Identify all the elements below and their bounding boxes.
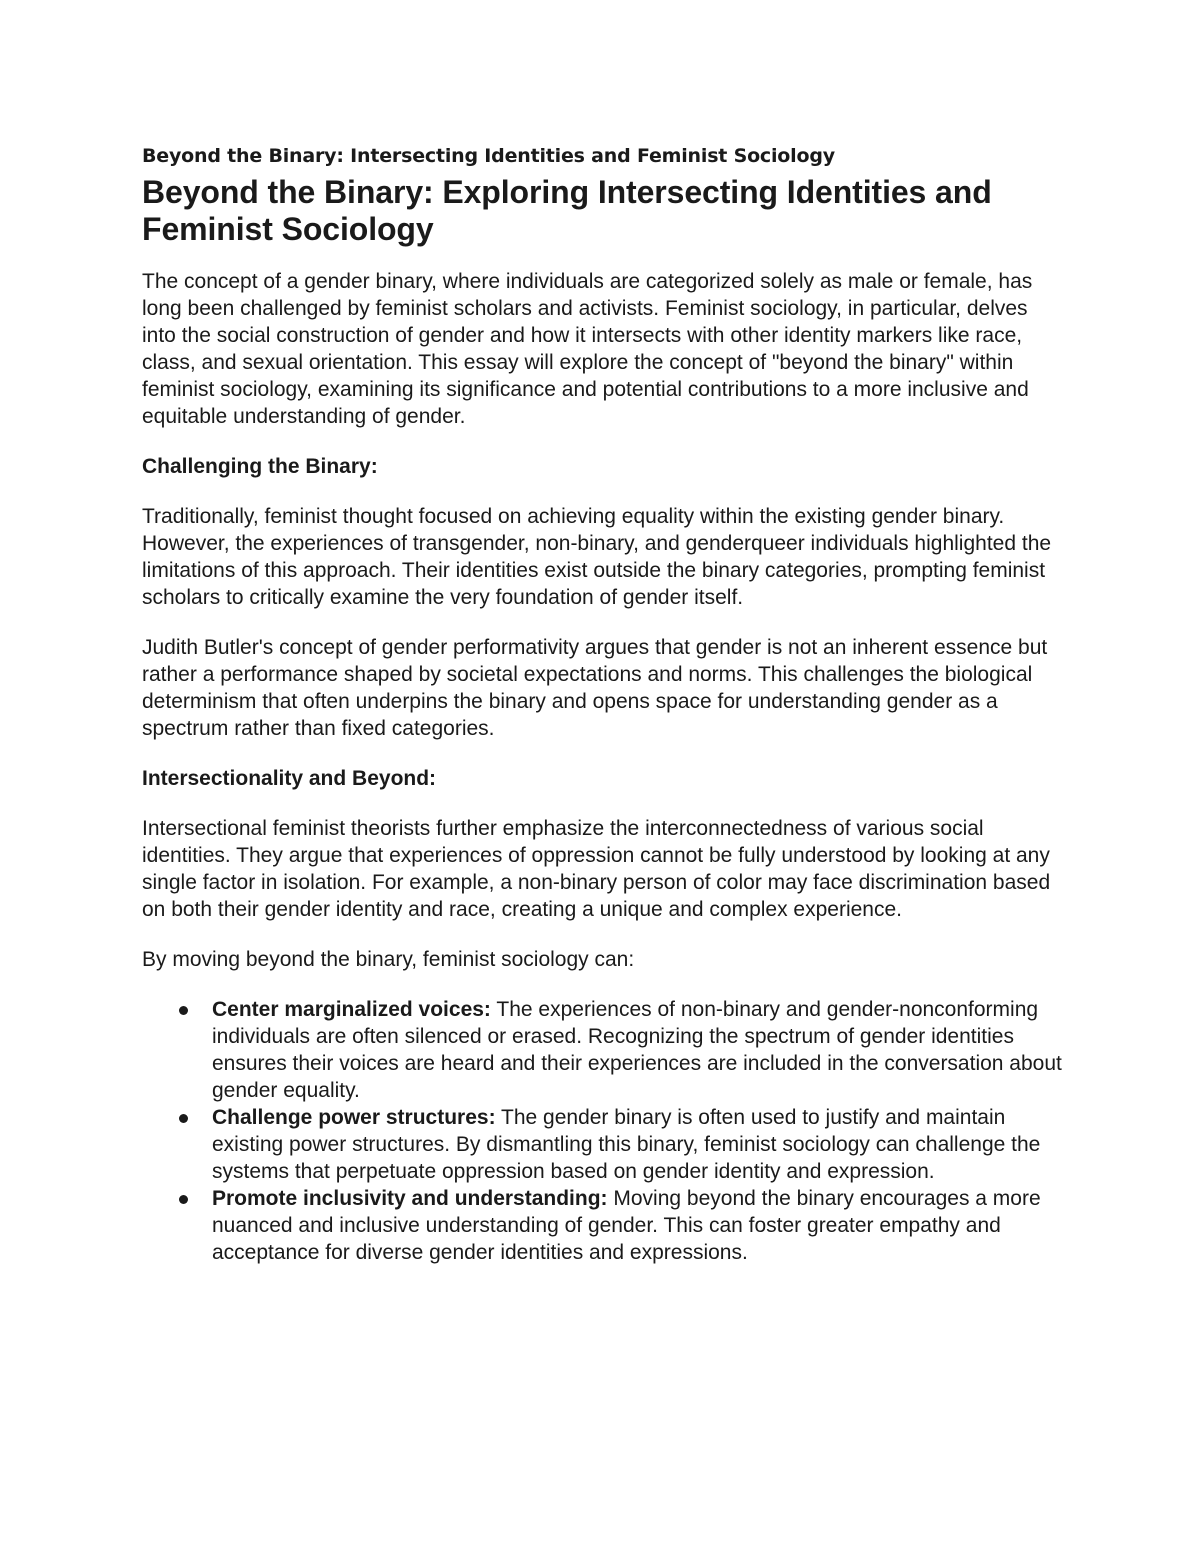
section-paragraph: Judith Butler's concept of gender performativity argues that gender is not an inherent essence but rather a performance shaped by societal expectations and norms. This challenges the biological determinism that often underpins the binary and opens space for understanding gender as a spectrum rather than fixed categories. xyxy=(142,636,1048,740)
bullet-icon xyxy=(179,1195,188,1204)
bullet-term: Promote inclusivity and understanding: xyxy=(212,1187,608,1210)
list-item xyxy=(142,996,1062,1104)
section-paragraph: Traditionally, feminist thought focused on achieving equality within the existing gender binary. However, the experiences of transgender, non-binary, and genderqueer individuals highlighted the limitations of this approach. Their identities exist outside the binary categories, prompting feminist scholars to critically examine the very foundation of gender itself. xyxy=(142,505,1052,609)
intro-paragraph: The concept of a gender binary, where individuals are categorized solely as male or female, has long been challenged by feminist scholars and activists. Feminist sociology, in particular, delves into the social construction of gender and how it intersects with other identity markers like race, class, and sexual orientation. This essay will explore the concept of "beyond the binary" within feminist sociology, examining its significance and potential contributions to a more inclusive and equitable understanding of gender. xyxy=(142,270,1033,428)
list-intro-paragraph: By moving beyond the binary, feminist sociology can: xyxy=(142,948,635,971)
bullet-term: Center marginalized voices: xyxy=(212,998,491,1021)
section-heading-challenging: Challenging the Binary: xyxy=(142,455,378,478)
document-label: Beyond the Binary: Intersecting Identities and Feminist Sociology xyxy=(142,145,835,167)
bullet-text: Moving beyond the binary encourages a more nuanced and inclusive understanding of gender. This can foster greater empathy and acceptance for diverse gender identities and expressions. xyxy=(212,1187,1041,1264)
document-page xyxy=(142,138,1062,1266)
document-title: Beyond the Binary: Exploring Intersecting Identities and Feminist Sociology xyxy=(142,174,992,247)
section-paragraph: Intersectional feminist theorists further emphasize the interconnectedness of various social identities. They argue that experiences of oppression cannot be fully understood by looking at any single factor in isolation. For example, a non-binary person of color may face discrimination based on both their gender identity and race, creating a unique and complex experience. xyxy=(142,817,1051,921)
list-item xyxy=(142,1104,1062,1185)
bullet-text: The gender binary is often used to justify and maintain existing power structures. By dismantling this binary, feminist sociology can challenge the systems that perpetuate oppression based on gender identity and expression. xyxy=(212,1106,1041,1183)
list-item xyxy=(142,1185,1062,1266)
bullet-text: The experiences of non-binary and gender-nonconforming individuals are often silenced or erased. Recognizing the spectrum of gender identities ensures their voices are heard and their experiences are included in the conversation about gender equality. xyxy=(212,998,1062,1102)
section-heading-intersectionality: Intersectionality and Beyond: xyxy=(142,767,437,790)
bullet-icon xyxy=(179,1114,188,1123)
bullet-icon xyxy=(179,1006,188,1015)
bullet-list xyxy=(142,996,1062,1266)
bullet-term: Challenge power structures: xyxy=(212,1106,496,1129)
